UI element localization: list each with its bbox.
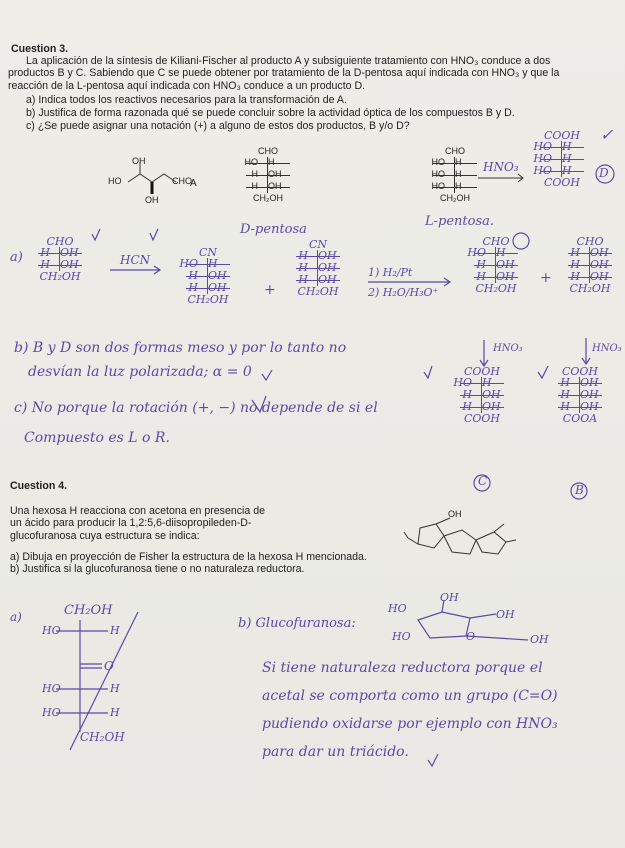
q4-title: Cuestion 4.: [10, 480, 68, 492]
hw-ans-b-line2: desvían la luz polarizada; α = 0: [28, 364, 252, 380]
q3-item-b: b) Justifica de forma razonada qué se puede concluir sobre la actividad óptica de los compuestos B y D.: [26, 107, 515, 119]
hw-ans4-line4: para dar un triácido.: [262, 744, 409, 760]
q4-line2: un ácido para producir la 1,2:5,6-diisopropileden-D-: [10, 517, 252, 529]
structure-a-cho: CHO: [172, 176, 192, 186]
hw-cho-2: CHO H OH H OH H OH CH₂OH: [569, 235, 611, 295]
hw-fisher-h-h-1: H: [110, 624, 120, 637]
hw-furan-oh-end: OH: [530, 633, 549, 646]
q4-line3: glucofuranosa cuya estructura se indica:: [10, 530, 200, 542]
hw-ans-c-line2: Compuesto es L o R.: [24, 430, 170, 446]
hw-fisher-h-top: CH₂OH: [64, 603, 113, 618]
hw-fisher-h-h-4: H: [110, 706, 120, 719]
q4-item-b: b) Justifica si la glucofuranosa tiene o no naturaleza reductora.: [10, 563, 305, 575]
structure-a-oh-bottom: OH: [145, 195, 159, 205]
hw-product-d-bottom: COOH: [543, 176, 581, 189]
l-pentose-row-2: HO H: [415, 169, 485, 181]
q4-item-a: a) Dibuja en proyección de Fisher la estructura de la hexosa H mencionada.: [10, 551, 367, 563]
hw-fisher-h-lines: [56, 612, 138, 750]
hw-start-fisher: CHO H OH H OH CH₂OH: [39, 235, 81, 283]
printed-arrow: [478, 174, 523, 182]
structure-a-label: A: [190, 178, 197, 189]
d-pentose-row-3: H OH: [228, 181, 298, 193]
structure-a-ho: HO: [108, 176, 122, 186]
hw-fisher-h-ho-1: HO: [42, 624, 61, 637]
hw-l-pentose-label: L-pentosa.: [425, 214, 495, 229]
hw-d-pentose-label: D-pentosa: [240, 222, 307, 237]
hw-fisher-h-h-3: H: [110, 682, 120, 695]
hw-hcn: HCN: [120, 253, 151, 267]
d-pentose-row-1: HO H: [228, 157, 298, 169]
d-pentose-row-2: H OH: [228, 169, 298, 181]
q4-struct-oh: OH: [448, 509, 462, 519]
hw-furan-oh-right: OH: [496, 608, 515, 621]
q4-line1: Una hexosa H reacciona con acetona en presencia de: [10, 505, 266, 517]
hw-fisher-h-carbonyl: O: [104, 659, 114, 673]
l-pentose-top: CHO: [445, 146, 465, 156]
hw-product-d: COOH HO H HO H HO H COOH: [522, 130, 602, 188]
hw-cho-1: CHO HO H H OH H OH CH₂OH: [467, 235, 517, 295]
d-pentose-top: CHO: [258, 146, 278, 156]
hw-fisher-h-bottom: CH₂OH: [80, 730, 125, 744]
hw-cn-2: CN H OH H OH H OH CH₂OH: [297, 238, 339, 298]
l-pentose-row-1: HO H: [415, 157, 485, 169]
q3-item-a: a) Indica todos los reactivos necesarios para la transformación de A.: [26, 94, 347, 106]
q3-item-c: c) ¿Se puede asignar una notación (+) a alguno de estos dos productos, B y/o D?: [26, 120, 410, 132]
hw-step-2: 2) H₂O/H₃O⁺: [368, 286, 439, 299]
hw-product-b: COOH H OH H OH H OH COOA: [540, 366, 620, 424]
hw-furan-o: O: [466, 630, 476, 643]
q3-title: Cuestion 3.: [11, 43, 69, 55]
hw-furan-ho-left: HO: [388, 602, 407, 615]
hw-furan-oh-top: OH: [440, 591, 459, 604]
hw-fisher-h-ho-3: HO: [42, 682, 61, 695]
hw-product-d-label: D: [599, 166, 609, 180]
hw-plus-1: +: [264, 282, 276, 298]
hw-fisher-h-ho-4: HO: [42, 706, 61, 719]
q4-furanose-structure: [404, 518, 516, 554]
structure-a-oh-top: OH: [132, 156, 146, 166]
hw-product-c: COOH HO H H OH H OH COOH: [442, 366, 522, 424]
hw-product-c-label: C: [478, 474, 488, 488]
l-pentose-row-3: HO H: [415, 181, 485, 193]
hw-check-d: ✓: [600, 125, 614, 144]
hw-ans4-line1: Si tiene naturaleza reductora porque el: [262, 660, 543, 676]
hw-product-b-label: B: [575, 483, 584, 497]
hw-furan-ho-bottom: HO: [392, 630, 411, 643]
hw-furanose-lines: [418, 600, 528, 640]
hw-ans-a-label: a): [10, 250, 23, 265]
hw-ans4-line3: pudiendo oxidarse por ejemplo con HNO₃: [262, 716, 558, 732]
d-pentose-bottom: CH₂OH: [253, 193, 283, 203]
q3-line3: reacción de la L-pentosa aquí indicada con HNO₃ conduce a un producto D.: [8, 80, 366, 92]
handwritten-arrows: [92, 165, 614, 766]
hw-ans-b-line1: b) B y D son dos formas meso y por lo tanto no: [14, 340, 347, 356]
hw-q4b-label: b) Glucofuranosa:: [238, 616, 356, 631]
hw-hno3-c: HNO₃: [493, 343, 523, 354]
hw-q4a-label: a): [10, 610, 22, 624]
hw-step-1: 1) H₂/Pt: [368, 266, 413, 279]
hw-plus-2: +: [540, 270, 552, 286]
hw-hno3-arrow-label: HNO₃: [483, 160, 519, 174]
l-pentose-bottom: CH₂OH: [440, 193, 470, 203]
hw-ans4-line2: acetal se comporta como un grupo (C=O): [262, 688, 558, 704]
hw-hno3-b: HNO₃: [592, 343, 622, 354]
q3-line1: La aplicación de la síntesis de Kiliani-Fischer al producto A y subsiguiente tratamiento con HNO₃ conduce a dos: [26, 55, 551, 67]
hw-cn-1: CN HO H H OH H OH CH₂OH: [179, 246, 229, 306]
q3-line2: productos B y C. Sabiendo que C se puede obtener por tratamiento de la D-pentosa aquí indicada con HNO₃ y que la: [8, 67, 560, 79]
hw-ans-c-line1: c) No porque la rotación (+, −) no depende de si el: [14, 400, 378, 416]
hw-product-d-top: COOH: [543, 129, 581, 142]
